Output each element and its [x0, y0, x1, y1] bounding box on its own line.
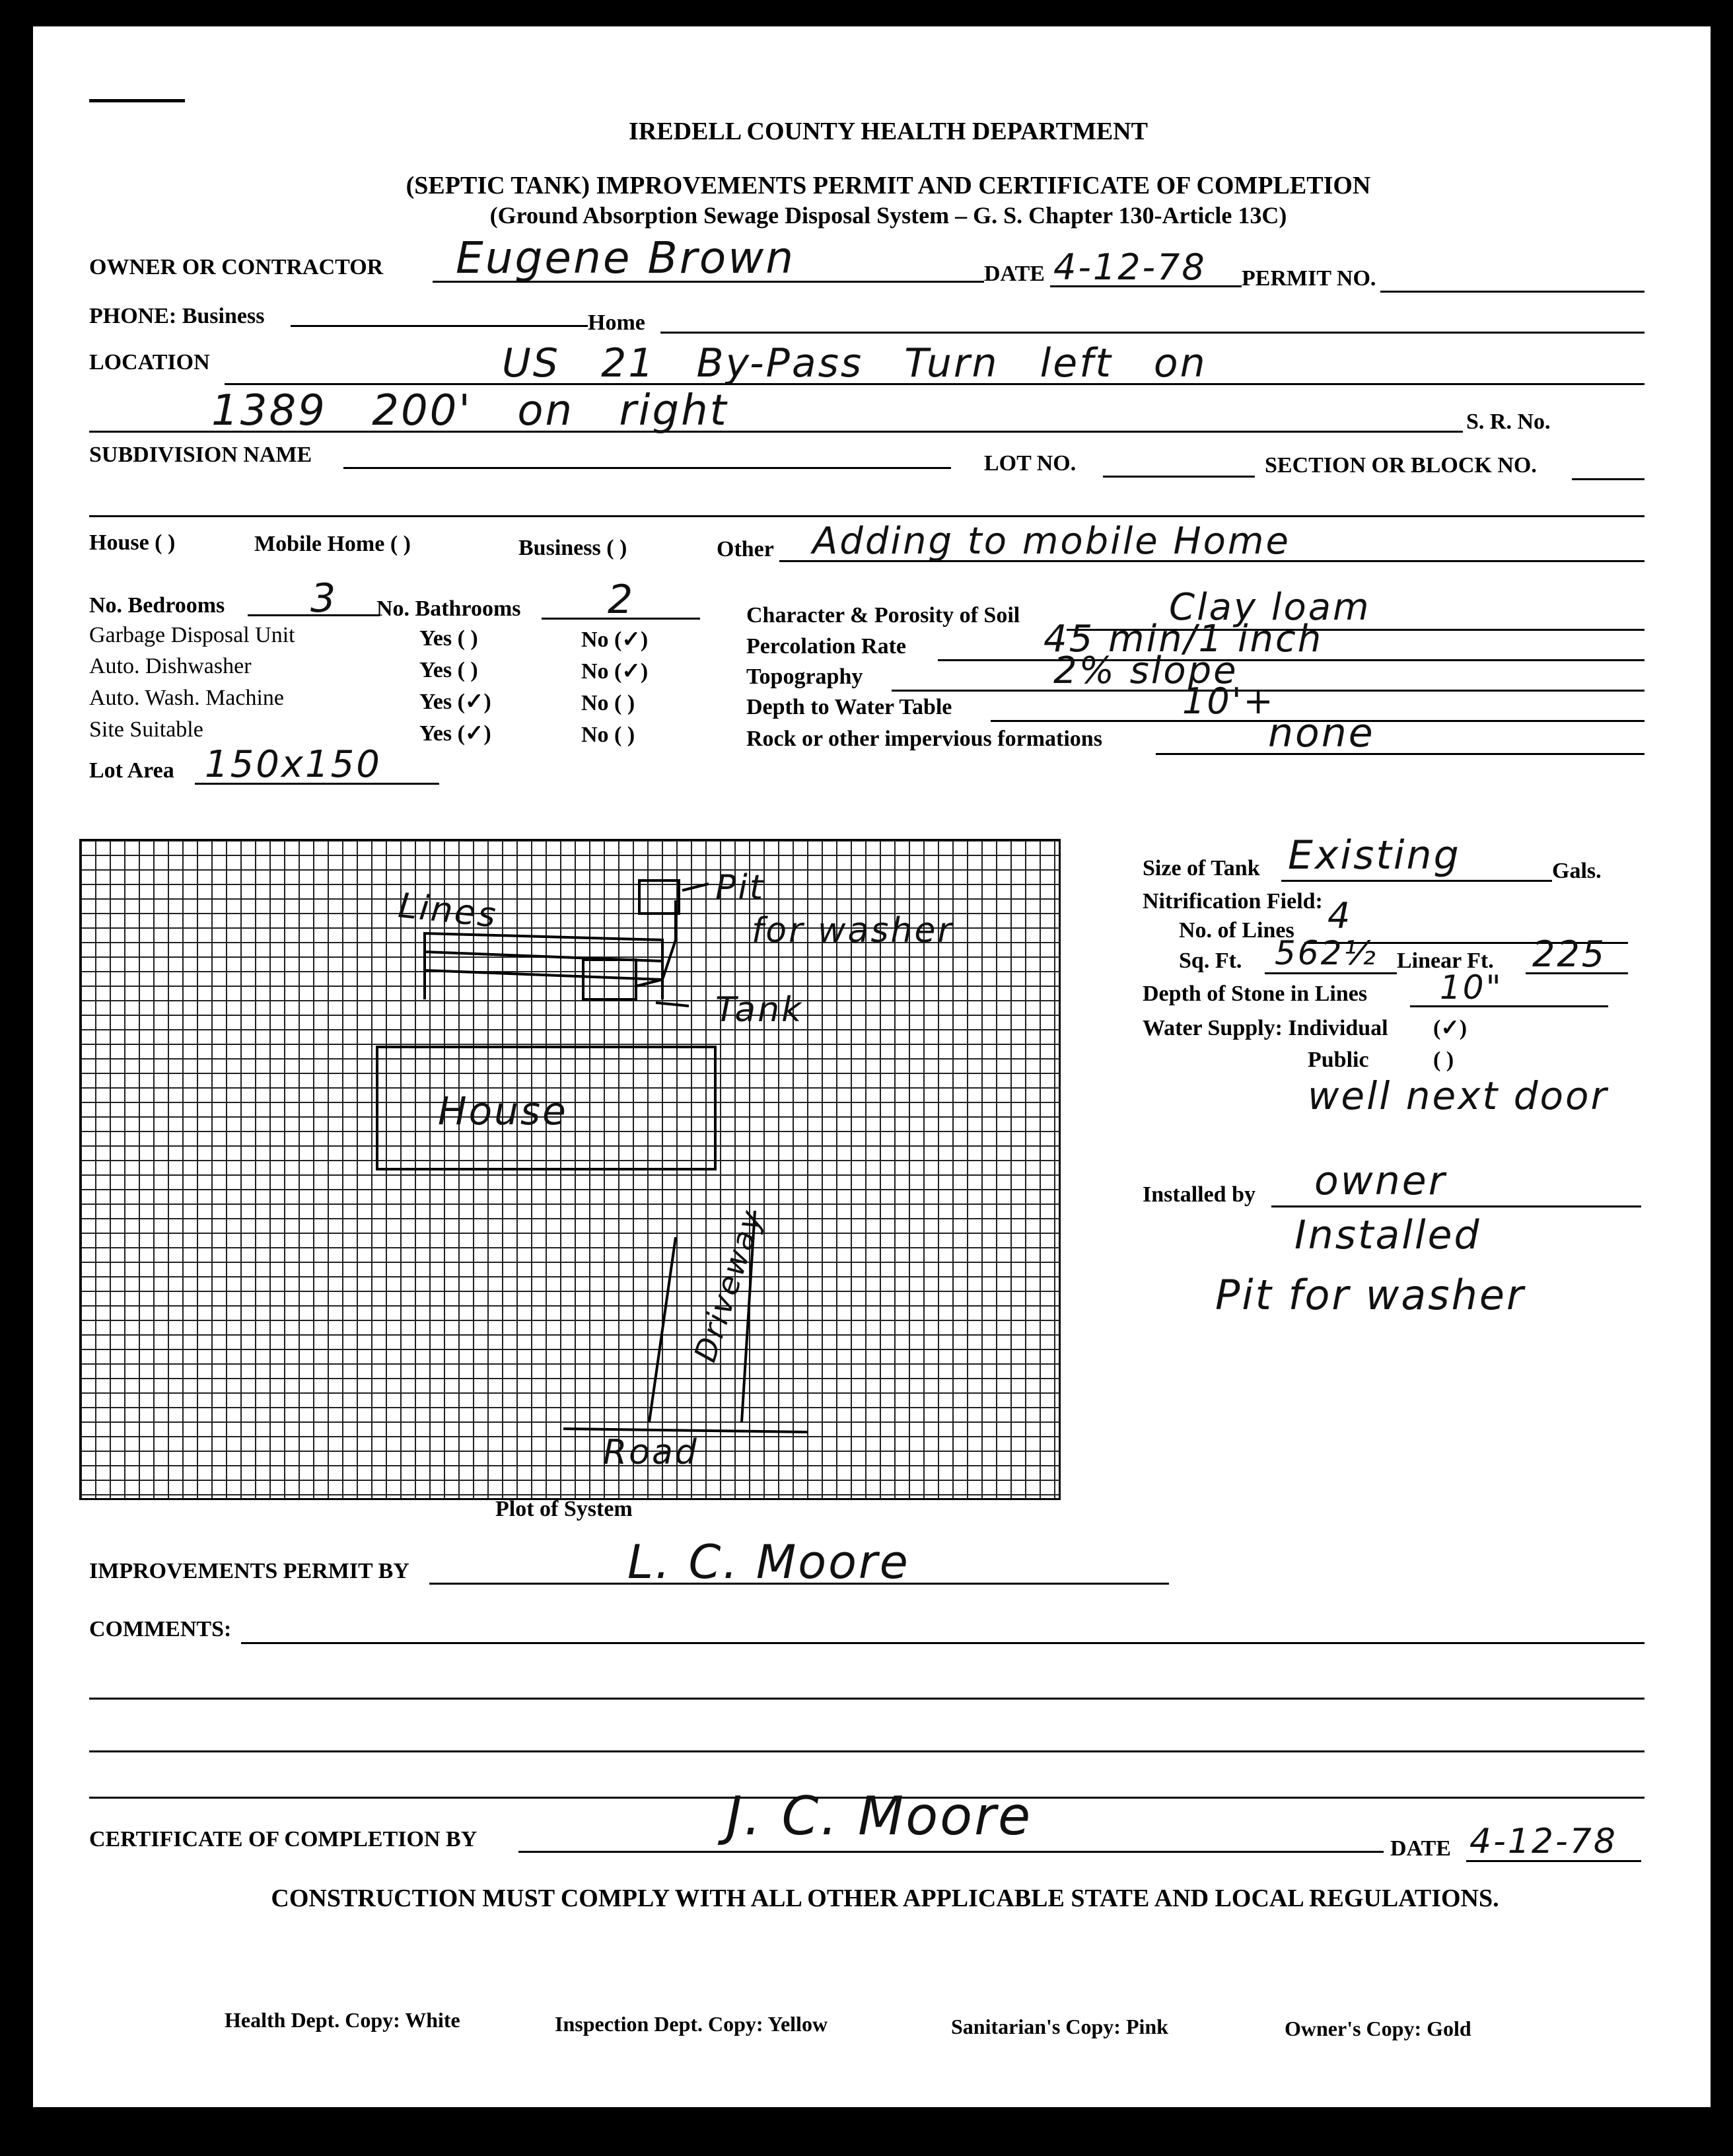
bathrooms-value[interactable]: 2 [608, 577, 635, 623]
permit-by-signature: L. C. Moore [627, 1535, 910, 1589]
water-public-check[interactable]: ( ) [1433, 1048, 1454, 1072]
lot-no-line [1103, 476, 1255, 478]
sr-no-label: S. R. No. [1466, 410, 1551, 434]
washer-yes[interactable]: Yes (✓) [419, 690, 491, 714]
phone-home-label: Home [588, 310, 645, 335]
installed-note-2: Pit for washer [1215, 1271, 1526, 1319]
garbage-yes[interactable]: Yes ( ) [419, 626, 478, 651]
dishwasher-yes[interactable]: Yes ( ) [419, 658, 478, 682]
water-table-value[interactable]: 10'+ [1182, 680, 1275, 722]
form-page [33, 26, 1711, 2107]
mobile-home-checkbox[interactable]: Mobile Home ( ) [254, 532, 411, 556]
house-checkbox[interactable]: House ( ) [89, 530, 176, 555]
site-label: Site Suitable [89, 717, 203, 742]
rock-label: Rock or other impervious formations [746, 727, 1102, 751]
location-label: LOCATION [89, 350, 210, 375]
water-note: well next door [1308, 1073, 1609, 1118]
garbage-no[interactable]: No (✓) [581, 628, 649, 652]
certificate-line [518, 1851, 1384, 1853]
site-yes[interactable]: Yes (✓) [419, 721, 491, 746]
soil-character-label: Character & Porosity of Soil [746, 603, 1020, 628]
comments-label: COMMENTS: [89, 1617, 232, 1641]
installed-note-1: Installed [1294, 1212, 1481, 1258]
date-value[interactable]: 4-12-78 [1053, 246, 1207, 288]
owner-value[interactable]: Eugene Brown [456, 233, 796, 283]
topography-label: Topography [746, 665, 863, 689]
installed-label: Installed by [1143, 1182, 1256, 1207]
location-value-2[interactable]: 1389 200' on right [211, 386, 728, 435]
corner-mark [89, 99, 185, 102]
department-heading: IREDELL COUNTY HEALTH DEPARTMENT [629, 118, 1148, 145]
lot-area-label: Lot Area [89, 758, 174, 783]
linear-label: Linear Ft. [1397, 949, 1494, 973]
plot-label-for-washer: for washer [752, 911, 954, 951]
copy-sanitarian: Sanitarian's Copy: Pink [951, 2015, 1168, 2038]
copy-health: Health Dept. Copy: White [225, 2008, 460, 2032]
permit-line [1380, 291, 1645, 293]
phone-business-line [291, 325, 588, 327]
phone-business-label: PHONE: Business [89, 304, 265, 328]
water-supply-label: Water Supply: Individual [1143, 1016, 1388, 1040]
permit-by-label: IMPROVEMENTS PERMIT BY [89, 1559, 409, 1583]
certificate-date-value[interactable]: 4-12-78 [1469, 1822, 1617, 1861]
owner-label: OWNER OR CONTRACTOR [89, 255, 384, 279]
rock-value[interactable]: none [1268, 710, 1375, 756]
plot-label-lines: Lines [396, 886, 500, 936]
topography-value[interactable]: 2% slope [1053, 649, 1238, 692]
comments-line-2 [89, 1698, 1645, 1700]
plot-label-house: House [438, 1089, 568, 1133]
bedrooms-value[interactable]: 3 [310, 575, 338, 622]
pit-box [639, 880, 679, 914]
tank-gals-label: Gals. [1552, 859, 1602, 883]
other-value[interactable]: Adding to mobile Home [812, 520, 1291, 563]
plot-label-driveway: Driveway [687, 1204, 770, 1367]
washer-no[interactable]: No ( ) [581, 691, 635, 715]
location-value-1[interactable]: US 21 By-Pass Turn left on [502, 340, 1207, 386]
sqft-value[interactable]: 562½ [1275, 934, 1378, 972]
nitrification-label: Nitrification Field: [1143, 889, 1323, 914]
washer-label: Auto. Wash. Machine [89, 686, 285, 710]
water-public-label: Public [1308, 1048, 1369, 1072]
copy-inspection: Inspection Dept. Copy: Yellow [555, 2012, 828, 2036]
certificate-date-label: DATE [1390, 1836, 1451, 1861]
bathrooms-label: No. Bathrooms [376, 596, 521, 621]
sqft-label: Sq. Ft. [1179, 949, 1242, 973]
section-label: SECTION OR BLOCK NO. [1265, 453, 1537, 478]
tank-size-label: Size of Tank [1143, 856, 1260, 880]
water-table-label: Depth to Water Table [746, 695, 952, 719]
business-checkbox[interactable]: Business ( ) [518, 536, 627, 560]
plot-label-road: Road [603, 1433, 699, 1472]
lines-count-label: No. of Lines [1179, 918, 1294, 943]
perc-label: Percolation Rate [746, 634, 907, 659]
comments-line-1 [241, 1642, 1645, 1644]
certificate-signature: J. C. Moore [726, 1785, 1033, 1847]
comments-line-3 [89, 1750, 1645, 1752]
copy-owner: Owner's Copy: Gold [1285, 2017, 1471, 2040]
plot-caption: Plot of System [495, 1497, 633, 1521]
subdivision-line [343, 467, 951, 469]
divider-line [89, 515, 1645, 517]
compliance-notice: CONSTRUCTION MUST COMPLY WITH ALL OTHER APPLICABLE STATE AND LOCAL REGULATIONS. [271, 1885, 1499, 1912]
soil-character-value[interactable]: Clay loam [1169, 586, 1371, 629]
lot-area-value[interactable]: 150x150 [205, 743, 382, 786]
plot-grid [79, 839, 1061, 1500]
tank-outline [583, 960, 636, 999]
tank-size-value[interactable]: Existing [1288, 832, 1461, 879]
bedrooms-label: No. Bedrooms [89, 593, 225, 618]
other-label: Other [717, 537, 774, 561]
water-individual-check[interactable]: (✓) [1433, 1016, 1468, 1040]
installed-line [1271, 1205, 1641, 1207]
lot-no-label: LOT NO. [984, 451, 1077, 476]
linear-value[interactable]: 225 [1532, 933, 1607, 975]
section-line [1572, 478, 1645, 480]
garbage-label: Garbage Disposal Unit [89, 623, 295, 647]
lines-count-value[interactable]: 4 [1327, 895, 1353, 937]
dishwasher-label: Auto. Dishwasher [89, 654, 252, 678]
subdivision-label: SUBDIVISION NAME [89, 443, 312, 467]
certificate-label: CERTIFICATE OF COMPLETION BY [89, 1827, 477, 1851]
installed-value[interactable]: owner [1314, 1158, 1447, 1204]
site-no[interactable]: No ( ) [581, 723, 635, 747]
stone-depth-value[interactable]: 10" [1440, 968, 1503, 1007]
permit-label: PERMIT NO. [1242, 266, 1376, 291]
tank-size-line [1281, 880, 1552, 882]
lines-outline [425, 933, 662, 999]
rock-line [1156, 753, 1645, 755]
phone-home-line [660, 332, 1645, 334]
form-subtitle: (Ground Absorption Sewage Disposal System – G. S. Chapter 130-Article 13C) [489, 202, 1287, 229]
perc-value[interactable]: 45 min/1 inch [1043, 618, 1324, 661]
form-title: (SEPTIC TANK) IMPROVEMENTS PERMIT AND CERTIFICATE OF COMPLETION [406, 172, 1371, 199]
dishwasher-no[interactable]: No (✓) [581, 659, 649, 684]
sqft-line [1265, 972, 1397, 974]
date-label: DATE [984, 262, 1045, 286]
stone-depth-label: Depth of Stone in Lines [1143, 982, 1368, 1006]
plot-label-pit: Pit [715, 868, 765, 908]
plot-label-tank: Tank [715, 990, 804, 1030]
